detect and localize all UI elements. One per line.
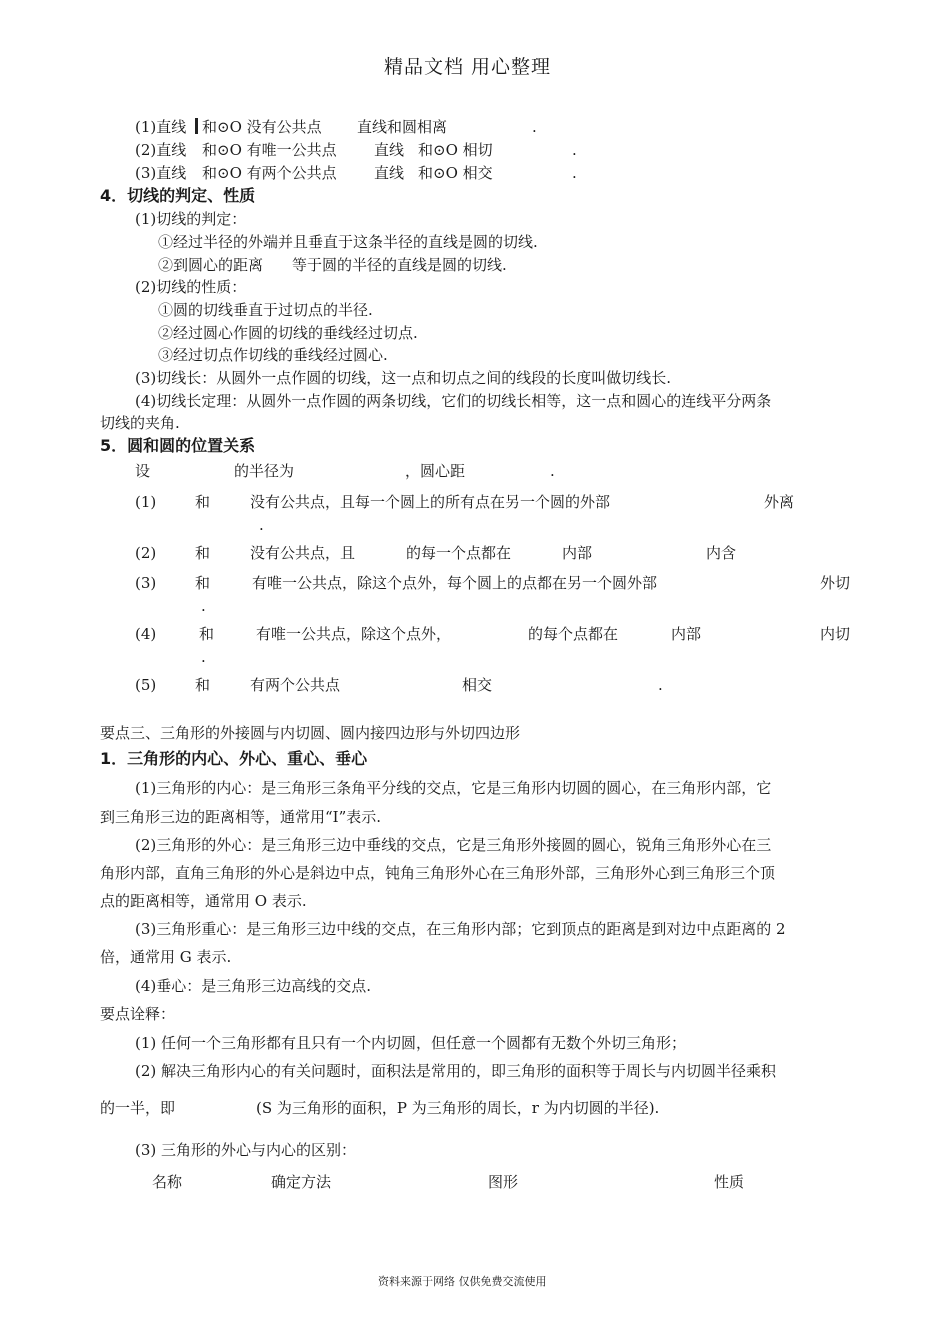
relation-line-3-result-b: 和⊙O 相交: [418, 164, 493, 182]
relation-line-3-cond: 和⊙O 有两个公共点: [202, 164, 337, 182]
circles-row-2-and: 和: [195, 544, 211, 562]
orthocenter-line: (4)垂心：是三角形三边高线的交点.: [135, 977, 372, 995]
tangent-judge-2a: ②到圆心的距离: [158, 256, 264, 274]
circles-row-5-and: 和: [195, 676, 211, 694]
note-3: (3) 三角形的外心与内心的区别：: [135, 1141, 357, 1159]
circles-row-4-result: 内切: [820, 625, 851, 643]
relation-line-2-result-a: 直线: [374, 141, 405, 159]
tangent-judge-2b: 等于圆的半径的直线是圆的切线.: [292, 256, 507, 274]
circles-intro-d: .: [550, 462, 555, 480]
circles-row-2-cond-c: 内部: [562, 544, 593, 562]
page-footer: 资料来源于网络 仅供免费交流使用: [378, 1275, 547, 1288]
circles-row-3-cond: 有唯一公共点，除这个点外，每个圆上的点都在另一个圆外部: [252, 574, 658, 592]
table-header-property: 性质: [714, 1173, 745, 1191]
note-2-line-2b: (S 为三角形的面积，P 为三角形的周长，r 为内切圆的半径).: [256, 1099, 660, 1117]
note-2-line-2a: 的一半，即: [100, 1099, 176, 1117]
tangent-judge-1: ①经过半径的外端并且垂直于这条半径的直线是圆的切线.: [158, 233, 538, 251]
circles-row-1-period: .: [259, 516, 264, 534]
circumcenter-line-1: (2)三角形的外心：是三角形三边中垂线的交点，它是三角形外接圆的圆心，锐角三角形外心在三: [135, 836, 772, 854]
circumcenter-line-2: 角形内部，直角三角形的外心是斜边中点，钝角三角形外心在三角形外部，三角形外心到三角形三个顶: [100, 864, 776, 882]
circles-row-3-num: (3): [135, 574, 157, 592]
circles-row-5-result: 相交: [462, 676, 493, 694]
note-1: (1) 任何一个三角形都有且只有一个内切圆，但任意一个圆都有无数个外切三角形；: [135, 1034, 687, 1052]
relation-line-1-result: 直线和圆相离: [357, 118, 448, 136]
key-point-3-title: 要点三、三角形的外接圆与内切圆、圆内接四边形与外切四边形: [100, 724, 521, 742]
incenter-line-2: 到三角形三边的距离相等，通常用“I”表示.: [100, 808, 382, 826]
circles-row-3-and: 和: [195, 574, 211, 592]
circles-row-1-result: 外离: [764, 493, 795, 511]
relation-line-2-result-b: 和⊙O 相切: [418, 141, 493, 159]
tangent-prop-3: ③经过切点作切线的垂线经过圆心.: [158, 346, 388, 364]
section-heading-centers: 1．三角形的内心、外心、重心、垂心: [100, 749, 368, 768]
relation-line-3-lead: (3)直线: [135, 164, 187, 182]
text-cursor-icon: [195, 118, 198, 134]
circumcenter-line-3: 点的距离相等，通常用 O 表示.: [100, 892, 307, 910]
tangent-prop-title: (2)切线的性质：: [135, 278, 247, 296]
section-heading-circles: 5．圆和圆的位置关系: [100, 436, 256, 455]
table-header-method: 确定方法: [271, 1173, 332, 1191]
circles-row-1-and: 和: [195, 493, 211, 511]
circles-row-5-cond: 有两个公共点: [250, 676, 341, 694]
circles-intro-b: 的半径为: [234, 462, 295, 480]
circles-row-2-cond-a: 没有公共点，且: [250, 544, 356, 562]
circles-row-4-cond-a: 有唯一公共点，除这个点外，: [256, 625, 452, 643]
centroid-line-2: 倍，通常用 G 表示.: [100, 948, 232, 966]
circles-intro-a: 设: [135, 462, 151, 480]
table-header-figure: 图形: [488, 1173, 519, 1191]
relation-line-2-period: .: [572, 141, 577, 159]
note-2-line-1: (2) 解决三角形内心的有关问题时，面积法是常用的，即三角形的面积等于周长与内切圆半径乘积: [135, 1062, 777, 1080]
tangent-prop-2: ②经过圆心作圆的切线的垂线经过切点.: [158, 324, 418, 342]
circles-row-3-result: 外切: [820, 574, 851, 592]
circles-row-4-num: (4): [135, 625, 157, 643]
circles-row-4-and: 和: [199, 625, 215, 643]
page-header: 精品文档 用心整理: [384, 56, 552, 78]
circles-row-4-period: .: [201, 648, 206, 666]
notes-title: 要点诠释：: [100, 1005, 176, 1023]
tangent-theorem-line-1: (4)切线长定理：从圆外一点作圆的两条切线，它们的切线长相等，这一点和圆心的连线平分两条: [135, 392, 772, 410]
relation-line-1-period: .: [532, 118, 537, 136]
tangent-theorem-line-2: 切线的夹角.: [100, 414, 180, 432]
circles-row-1-num: (1): [135, 493, 157, 511]
relation-line-1-lead: (1)直线: [135, 118, 187, 136]
tangent-prop-1: ①圆的切线垂直于过切点的半径.: [158, 301, 373, 319]
relation-line-2-cond: 和⊙O 有唯一公共点: [202, 141, 337, 159]
circles-row-5-period: .: [658, 676, 663, 694]
circles-row-5-num: (5): [135, 676, 157, 694]
relation-line-3-period: .: [572, 164, 577, 182]
circles-row-2-num: (2): [135, 544, 157, 562]
relation-line-3-result-a: 直线: [374, 164, 405, 182]
section-heading-tangent: 4．切线的判定、性质: [100, 186, 256, 205]
circles-row-3-period: .: [201, 597, 206, 615]
circles-row-4-cond-b: 的每个点都在: [528, 625, 619, 643]
circles-row-1-cond: 没有公共点，且每一个圆上的所有点在另一个圆的外部: [250, 493, 611, 511]
circles-row-2-cond-b: 的每一个点都在: [406, 544, 512, 562]
circles-row-2-result: 内含: [706, 544, 737, 562]
table-header-name: 名称: [152, 1173, 183, 1191]
relation-line-2-lead: (2)直线: [135, 141, 187, 159]
tangent-judge-title: (1)切线的判定：: [135, 210, 247, 228]
relation-line-1-cond: 和⊙O 没有公共点: [202, 118, 322, 136]
circles-row-4-cond-c: 内部: [671, 625, 702, 643]
circles-intro-c: ，圆心距: [405, 462, 466, 480]
incenter-line-1: (1)三角形的内心：是三角形三条角平分线的交点，它是三角形内切圆的圆心，在三角形内部，它: [135, 779, 772, 797]
tangent-length: (3)切线长：从圆外一点作圆的切线，这一点和切点之间的线段的长度叫做切线长.: [135, 369, 672, 387]
centroid-line-1: (3)三角形重心：是三角形三边中线的交点，在三角形内部；它到顶点的距离是到对边中点距离的 2: [135, 920, 786, 938]
